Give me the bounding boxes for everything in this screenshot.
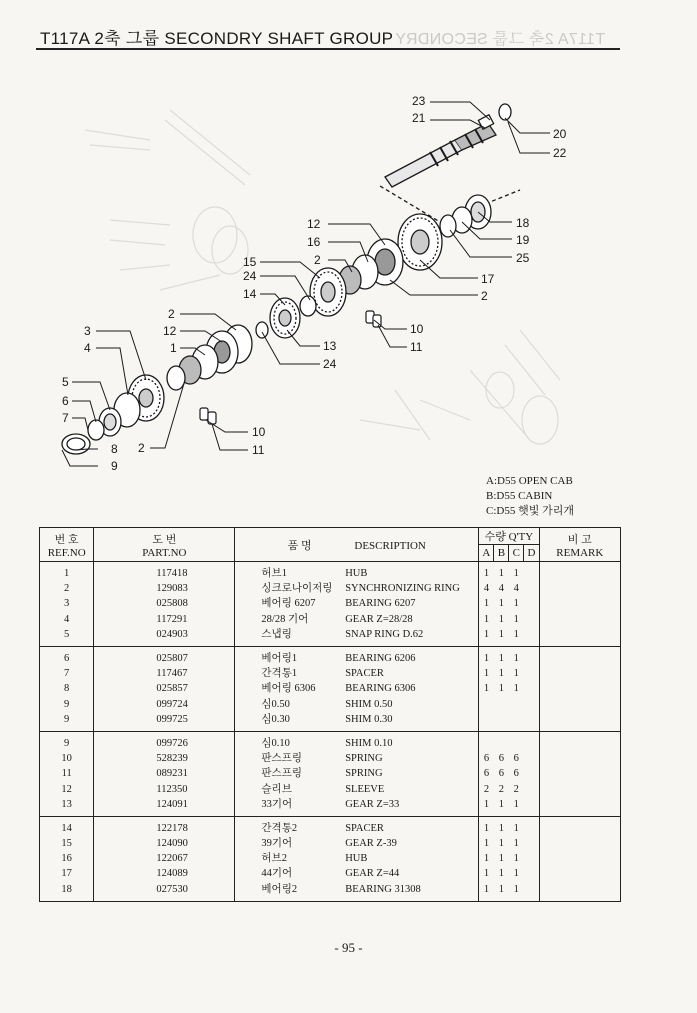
table-cell: 129083 [94, 581, 235, 596]
qty-c-header: C [509, 545, 524, 562]
table-cell: 6 [513, 753, 519, 765]
table-cell: 2 [483, 783, 490, 795]
table-cell: 112350 [94, 781, 235, 796]
springs-upper [366, 311, 381, 327]
table-cell [524, 751, 539, 766]
table-cell: 1 [498, 683, 505, 695]
table-cell: 심0.10 [261, 737, 290, 749]
table-cell [539, 646, 620, 666]
callout: 24 [243, 269, 257, 283]
table-cell: SPACER [345, 816, 478, 836]
table-cell: 7 [40, 666, 94, 681]
callout: 3 [84, 324, 91, 338]
page-title: T117A 2축 그룹 SECONDRY SHAFT GROUP [40, 29, 394, 48]
table-row [40, 751, 621, 766]
table-cell: SPRING [345, 766, 478, 781]
part-header: 도 번 PART.NO [94, 528, 235, 562]
table-cell: 28/28 기어 [261, 613, 309, 625]
table-cell [494, 712, 509, 732]
table-cell [479, 697, 494, 712]
gear-13 [256, 296, 316, 338]
callout: 10 [252, 425, 266, 439]
table-cell: 1 [513, 838, 519, 850]
table-cell: 025808 [94, 596, 235, 611]
table-cell: 2 [513, 783, 519, 795]
table-row [40, 797, 621, 817]
table-cell: GEAR Z=44 [345, 866, 478, 881]
table-cell: 1 [483, 683, 490, 695]
table-cell: 1 [483, 853, 490, 865]
table-cell: 심0.50 [261, 698, 290, 710]
table-cell: 15 [40, 836, 94, 851]
table-cell: 099724 [94, 697, 235, 712]
table-cell: 2 [498, 783, 505, 795]
table-cell: 베어링1 [261, 653, 298, 665]
table-cell: 베어링 6207 [261, 598, 316, 610]
callout: 18 [516, 216, 530, 230]
table-cell: 1 [498, 568, 505, 580]
table-cell: 4 [513, 583, 519, 595]
row-group-2 [40, 646, 621, 731]
table-cell: 1 [498, 598, 505, 610]
table-cell: 1 [483, 883, 490, 895]
table-cell [509, 712, 524, 732]
table-cell: HUB [345, 851, 478, 866]
table-cell: BEARING 6306 [345, 681, 478, 696]
table-cell: 간격통2 [261, 822, 298, 834]
table-cell [539, 866, 620, 881]
table-cell [524, 612, 539, 627]
table-cell: 1 [498, 868, 505, 880]
table-cell: 1 [483, 822, 490, 834]
table-row [40, 712, 621, 732]
bleed-through-title: T117A 2축 그룹 SECONDRY [395, 31, 606, 48]
table-row [40, 612, 621, 627]
table-cell: SHIM 0.30 [345, 712, 478, 732]
callout: 1 [170, 341, 177, 355]
table-cell [494, 697, 509, 712]
callout: 25 [516, 251, 530, 265]
table-cell: 9 [40, 697, 94, 712]
table-cell: 2 [40, 581, 94, 596]
table-cell: 1 [498, 628, 505, 640]
callout: 21 [412, 111, 426, 125]
table-cell: 1 [513, 653, 519, 665]
table-cell: 허브2 [261, 853, 287, 865]
table-cell: 124089 [94, 866, 235, 881]
title-rule [36, 48, 620, 50]
row-group-1 [40, 562, 621, 647]
callout: 9 [111, 459, 118, 473]
table-cell: 간격통1 [261, 668, 298, 680]
table-cell [524, 666, 539, 681]
table-cell [524, 781, 539, 796]
callout: 23 [412, 94, 426, 108]
table-cell [524, 646, 539, 666]
table-cell: 4 [40, 612, 94, 627]
table-cell [524, 866, 539, 881]
table-cell: 17 [40, 866, 94, 881]
table-cell: 싱크로나이저링 [261, 583, 333, 595]
callout: 2 [314, 253, 321, 267]
table-cell [539, 731, 620, 751]
table-cell: 1 [483, 613, 490, 625]
table-cell: 슬리브 [261, 783, 292, 795]
table-cell: 1 [498, 668, 505, 680]
table-cell [539, 712, 620, 732]
table-cell: 1 [513, 868, 519, 880]
table-cell [479, 731, 494, 751]
table-row [40, 781, 621, 796]
table-cell: SYNCHRONIZING RING [345, 581, 478, 596]
table-cell: 1 [40, 562, 94, 582]
table-cell: 12 [40, 781, 94, 796]
table-cell: 16 [40, 851, 94, 866]
table-cell [479, 712, 494, 732]
table-cell: 122178 [94, 816, 235, 836]
table-row [40, 866, 621, 881]
table-cell: 1 [498, 853, 505, 865]
table-cell: 117418 [94, 562, 235, 582]
table-cell: 1 [483, 653, 490, 665]
table-cell: 025807 [94, 646, 235, 666]
callout: 2 [168, 307, 175, 321]
callout: 20 [553, 127, 567, 141]
table-cell: 5 [40, 627, 94, 647]
table-cell [524, 766, 539, 781]
legend-item: C:D55 햇빛 가리개 [486, 505, 574, 517]
table-cell [539, 627, 620, 647]
table-cell: 9 [40, 712, 94, 732]
table-cell [524, 627, 539, 647]
table-cell: 089231 [94, 766, 235, 781]
table-cell: 9 [40, 731, 94, 751]
callout: 19 [516, 233, 530, 247]
table-cell: 4 [498, 583, 505, 595]
table-cell: 6 [483, 768, 490, 780]
table-cell: 1 [483, 838, 490, 850]
table-cell: 심0.30 [261, 713, 290, 725]
table-cell: 117467 [94, 666, 235, 681]
table-cell: 1 [513, 628, 519, 640]
table-cell: 1 [513, 853, 519, 865]
callout: 22 [553, 146, 567, 160]
table-cell: 1 [513, 568, 519, 580]
table-cell: 122067 [94, 851, 235, 866]
table-cell [539, 596, 620, 611]
table-cell: 1 [483, 628, 490, 640]
table-cell: SHIM 0.50 [345, 697, 478, 712]
table-cell: 027530 [94, 882, 235, 902]
table-cell: 6 [498, 768, 505, 780]
table-cell: 117291 [94, 612, 235, 627]
table-row [40, 816, 621, 836]
table-cell: 528239 [94, 751, 235, 766]
table-cell: 1 [513, 613, 519, 625]
table-cell: 1 [498, 613, 505, 625]
table-cell: 1 [483, 598, 490, 610]
table-cell [539, 781, 620, 796]
table-row [40, 581, 621, 596]
table-cell [539, 581, 620, 596]
callout: 10 [410, 322, 424, 336]
table-cell [524, 797, 539, 817]
table-cell: 14 [40, 816, 94, 836]
table-cell: GEAR Z=28/28 [345, 612, 478, 627]
table-cell [524, 731, 539, 751]
table-cell: 44기어 [261, 868, 293, 880]
table-cell [509, 697, 524, 712]
table-cell: BEARING 6207 [345, 596, 478, 611]
table-cell: 6 [498, 753, 505, 765]
table-cell: 1 [513, 683, 519, 695]
table-cell: 025857 [94, 681, 235, 696]
table-cell: 11 [40, 766, 94, 781]
table-cell: 1 [498, 822, 505, 834]
table-cell: 1 [513, 598, 519, 610]
table-cell: SNAP RING D.62 [345, 627, 478, 647]
table-cell: 6 [40, 646, 94, 666]
table-cell [539, 797, 620, 817]
table-cell: 099725 [94, 712, 235, 732]
secondary-shaft [380, 104, 520, 222]
callout: 12 [163, 324, 177, 338]
table-row [40, 882, 621, 902]
table-cell [524, 851, 539, 866]
table-cell: 1 [483, 798, 490, 810]
table-cell: 스냅링 [261, 628, 292, 640]
table-cell [524, 836, 539, 851]
page-number: - 95 - [334, 940, 363, 955]
ref-header: 번 호 REF.NO [40, 528, 94, 562]
table-cell: SLEEVE [345, 781, 478, 796]
table-cell [524, 596, 539, 611]
qty-header: 수량 Q'TY [479, 528, 540, 545]
table-cell: 6 [513, 768, 519, 780]
table-cell [539, 681, 620, 696]
table-cell: BEARING 31308 [345, 882, 478, 902]
callout: 14 [243, 287, 257, 301]
callout: 15 [243, 255, 257, 269]
hub-sleeve-lower [167, 325, 252, 390]
table-cell [524, 562, 539, 582]
table-row [40, 731, 621, 751]
callout: 11 [410, 340, 423, 354]
callout: 6 [62, 394, 69, 408]
table-cell [524, 681, 539, 696]
table-cell: 1 [498, 838, 505, 850]
table-row [40, 766, 621, 781]
callout: 4 [84, 341, 91, 355]
callout: 11 [252, 443, 265, 457]
table-cell: SPACER [345, 666, 478, 681]
table-cell [539, 816, 620, 836]
table-cell: 099726 [94, 731, 235, 751]
callout: 8 [111, 442, 118, 456]
table-cell [539, 836, 620, 851]
table-cell [494, 731, 509, 751]
exploded-view-diagram [0, 60, 697, 480]
table-cell: HUB [345, 562, 478, 582]
table-cell: 허브1 [261, 568, 287, 580]
table-row [40, 627, 621, 647]
qty-d-header: D [524, 545, 539, 562]
table-cell: GEAR Z-39 [345, 836, 478, 851]
table-cell: 1 [483, 868, 490, 880]
table-row [40, 596, 621, 611]
table-cell: 124090 [94, 836, 235, 851]
table-cell [539, 612, 620, 627]
table-cell: 8 [40, 681, 94, 696]
table-cell: 1 [513, 798, 519, 810]
table-cell: 1 [498, 798, 505, 810]
callout: 2 [138, 441, 145, 455]
table-cell: 베어링 6306 [261, 683, 316, 695]
callout: 7 [62, 411, 69, 425]
table-row [40, 697, 621, 712]
table-cell: 베어링2 [261, 883, 298, 895]
table-cell [539, 851, 620, 866]
table-cell [509, 731, 524, 751]
legend-item: A:D55 OPEN CAB [486, 475, 573, 487]
table-cell [539, 562, 620, 582]
table-cell: 4 [483, 583, 490, 595]
table-cell: 1 [513, 822, 519, 834]
table-cell [524, 882, 539, 902]
table-row [40, 646, 621, 666]
table-cell: 판스프링 [261, 768, 302, 780]
qty-b-header: B [494, 545, 509, 562]
table-row [40, 836, 621, 851]
table-cell: 39기어 [261, 838, 293, 850]
table-cell [539, 697, 620, 712]
table-cell [539, 882, 620, 902]
table-row [40, 681, 621, 696]
callout: 5 [62, 375, 69, 389]
gear-17 [398, 214, 442, 270]
table-cell: 1 [498, 883, 505, 895]
callout: 24 [323, 357, 337, 371]
table-cell: BEARING 6206 [345, 646, 478, 666]
table-cell: 18 [40, 882, 94, 902]
table-cell [524, 581, 539, 596]
table-cell: GEAR Z=33 [345, 797, 478, 817]
table-cell [524, 697, 539, 712]
table-cell: 판스프링 [261, 753, 302, 765]
table-row [40, 666, 621, 681]
cab-legend [486, 474, 574, 519]
row-group-4 [40, 816, 621, 901]
legend-item: B:D55 CABIN [486, 490, 553, 502]
callout: 12 [307, 217, 321, 231]
gear-4 [114, 375, 164, 427]
table-cell: SPRING [345, 751, 478, 766]
table-cell: 33기어 [261, 798, 293, 810]
table-cell: 13 [40, 797, 94, 817]
callout: 17 [481, 272, 495, 286]
table-cell: 6 [483, 753, 490, 765]
table-cell [524, 712, 539, 732]
table-cell: 024903 [94, 627, 235, 647]
remark-header: 비 고 REMARK [539, 528, 620, 562]
table-cell: 124091 [94, 797, 235, 817]
table-row [40, 562, 621, 582]
table-cell: 1 [513, 668, 519, 680]
table-cell [524, 816, 539, 836]
table-cell: 10 [40, 751, 94, 766]
callout: 2 [481, 289, 488, 303]
table-cell: 1 [483, 668, 490, 680]
table-cell: SHIM 0.10 [345, 731, 478, 751]
table-cell: 1 [498, 653, 505, 665]
table-cell: 1 [513, 883, 519, 895]
callout: 13 [323, 339, 337, 353]
table-cell [40, 901, 621, 902]
table-cell: 1 [483, 568, 490, 580]
qty-a-header: A [479, 545, 494, 562]
table-row [40, 851, 621, 866]
description-header: 품 명 DESCRIPTION [235, 528, 479, 562]
table-cell: 3 [40, 596, 94, 611]
callout: 16 [307, 235, 321, 249]
table-cell [539, 666, 620, 681]
row-group-3 [40, 731, 621, 816]
table-cell [539, 766, 620, 781]
parts-table [39, 527, 621, 902]
table-cell [539, 751, 620, 766]
